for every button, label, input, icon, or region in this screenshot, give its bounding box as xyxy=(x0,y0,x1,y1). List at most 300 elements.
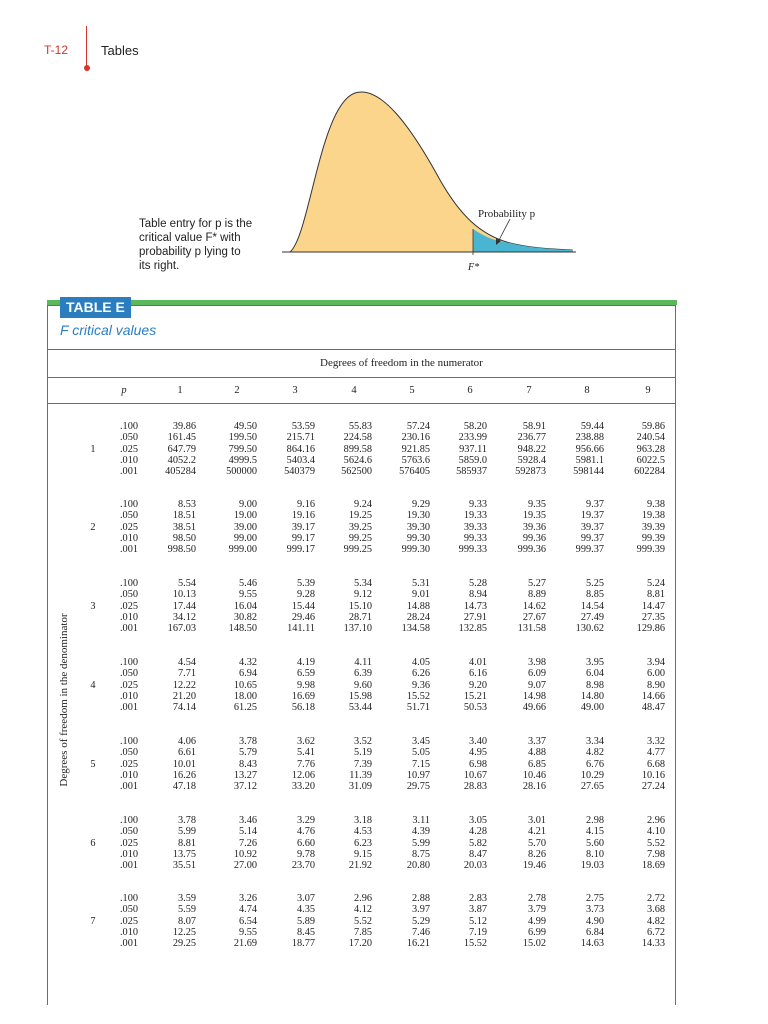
table-cell: 99.00 xyxy=(233,532,257,544)
table-cell: 27.35 xyxy=(641,611,665,623)
fstar-label: F* xyxy=(468,262,480,273)
table-cell: 6.54 xyxy=(238,915,257,927)
table-cell: 39.37 xyxy=(580,521,604,533)
table-cell: 23.70 xyxy=(291,860,315,872)
table-cell: 99.36 xyxy=(522,532,546,544)
table-cell: 49.66 xyxy=(522,702,546,714)
table-cell: 19.25 xyxy=(348,510,372,522)
table-cell: 19.30 xyxy=(406,510,430,522)
table-cell: 4.21 xyxy=(527,826,546,838)
header-rule-1 xyxy=(47,377,676,378)
table-cell: 9.37 xyxy=(585,499,604,510)
table-cell: 9.24 xyxy=(353,499,372,510)
table-cell: 3.46 xyxy=(238,815,257,826)
table-cell: 6.39 xyxy=(353,668,372,680)
table-cell: 937.11 xyxy=(459,443,487,455)
table-cell: 647.79 xyxy=(167,443,196,455)
table-cell: 16.04 xyxy=(233,600,257,612)
denominator-df: 6 xyxy=(90,837,96,849)
p-value: .100 xyxy=(119,421,138,432)
table-cell: 10.46 xyxy=(522,769,546,781)
table-cell: 6.60 xyxy=(296,837,315,849)
p-value: .025 xyxy=(119,837,138,849)
table-cell: 2.78 xyxy=(527,893,546,904)
table-cell: 7.15 xyxy=(411,758,430,770)
table-cell: 37.12 xyxy=(233,781,257,793)
table-tag: TABLE E xyxy=(60,297,131,318)
table-cell: 15.02 xyxy=(522,938,546,950)
table-cell: 4.82 xyxy=(585,747,604,759)
table-cell: 3.78 xyxy=(238,736,257,747)
p-value: .025 xyxy=(119,915,138,927)
table-cell: 99.37 xyxy=(580,532,604,544)
table-cell: 3.62 xyxy=(296,736,315,747)
p-value: .050 xyxy=(119,589,138,601)
table-cell: 999.30 xyxy=(401,544,430,556)
p-value: .001 xyxy=(119,702,138,714)
table-cell: 9.15 xyxy=(353,848,372,860)
column-header: 6 xyxy=(467,385,473,396)
table-cell: 6022.5 xyxy=(636,454,665,466)
table-cell: 47.18 xyxy=(172,781,196,793)
table-cell: 14.80 xyxy=(580,690,604,702)
table-cell: 18.00 xyxy=(233,690,257,702)
table-cell: 14.62 xyxy=(522,600,546,612)
table-cell: 15.44 xyxy=(291,600,315,612)
p-value: .025 xyxy=(119,758,138,770)
table-cell: 9.38 xyxy=(646,499,665,510)
table-cell: 999.36 xyxy=(517,544,546,556)
table-cell: 3.18 xyxy=(353,815,372,826)
table-cell: 6.68 xyxy=(646,758,665,770)
table-cell: 167.03 xyxy=(167,623,196,635)
table-cell: 2.98 xyxy=(585,815,604,826)
table-cell: 7.19 xyxy=(468,926,487,938)
table-cell: 28.24 xyxy=(406,611,430,623)
table-cell: 9.01 xyxy=(411,589,430,601)
table-cell: 27.00 xyxy=(233,860,257,872)
table-cell: 999.00 xyxy=(228,544,257,556)
p-value: .050 xyxy=(119,747,138,759)
table-cell: 5403.4 xyxy=(286,454,315,466)
table-cell: 39.25 xyxy=(348,521,372,533)
table-cell: 15.98 xyxy=(348,690,372,702)
subtitle-rule xyxy=(47,349,676,350)
table-cell: 238.88 xyxy=(575,432,604,444)
table-cell: 5.79 xyxy=(238,747,257,759)
table-cell: 5.25 xyxy=(585,578,604,589)
table-cell: 3.78 xyxy=(177,815,196,826)
table-cell: 576405 xyxy=(399,466,430,478)
table-cell: 864.16 xyxy=(286,443,315,455)
table-cell: 18.51 xyxy=(172,510,196,522)
table-cell: 8.90 xyxy=(646,679,665,691)
table-cell: 29.46 xyxy=(291,611,315,623)
p-value: .050 xyxy=(119,668,138,680)
table-cell: 19.38 xyxy=(641,510,665,522)
table-cell: 55.83 xyxy=(348,421,372,432)
table-cell: 59.86 xyxy=(641,421,665,432)
table-cell: 7.76 xyxy=(296,758,315,770)
table-cell: 5.41 xyxy=(296,747,315,759)
p-value: .050 xyxy=(119,904,138,916)
table-cell: 8.85 xyxy=(585,589,604,601)
table-cell: 27.24 xyxy=(641,781,665,793)
table-cell: 4.05 xyxy=(411,657,430,668)
table-cell: 10.97 xyxy=(406,769,430,781)
p-value: .100 xyxy=(119,499,138,510)
table-cell: 56.18 xyxy=(291,702,315,714)
table-cell: 8.75 xyxy=(411,848,430,860)
table-cell: 129.86 xyxy=(636,623,665,635)
p-column-header: p xyxy=(121,385,127,396)
table-cell: 29.75 xyxy=(406,781,430,793)
table-cell: 19.00 xyxy=(233,510,257,522)
table-cell: 4.15 xyxy=(585,826,604,838)
tail-area xyxy=(473,229,572,252)
table-cell: 500000 xyxy=(226,466,257,478)
table-cell: 602284 xyxy=(634,466,665,478)
table-cell: 21.92 xyxy=(348,860,372,872)
table-cell: 13.75 xyxy=(172,848,196,860)
p-value: .050 xyxy=(119,510,138,522)
table-cell: 7.46 xyxy=(411,926,430,938)
table-cell: 4999.5 xyxy=(228,454,257,466)
figure-caption xyxy=(139,217,269,273)
table-cell: 4.90 xyxy=(585,915,604,927)
table-cell: 29.25 xyxy=(172,938,196,950)
table-cell: 18.69 xyxy=(641,860,665,872)
table-cell: 998.50 xyxy=(167,544,196,556)
table-cell: 3.45 xyxy=(411,736,430,747)
table-cell: 5.12 xyxy=(468,915,487,927)
p-value: .010 xyxy=(119,690,138,702)
table-cell: 28.83 xyxy=(463,781,487,793)
table-cell: 10.16 xyxy=(641,769,665,781)
table-cell: 53.59 xyxy=(291,421,315,432)
column-header: 8 xyxy=(584,385,590,396)
p-value: .001 xyxy=(119,781,138,793)
table-cell: 10.13 xyxy=(172,589,196,601)
block-separator xyxy=(110,645,676,646)
f-distribution-figure xyxy=(280,85,580,285)
table-cell: 61.25 xyxy=(233,702,257,714)
p-value: .050 xyxy=(119,826,138,838)
table-cell: 799.50 xyxy=(228,443,257,455)
table-cell: 58.91 xyxy=(522,421,546,432)
table-cell: 6.26 xyxy=(411,668,430,680)
table-cell: 5.39 xyxy=(296,578,315,589)
table-cell: 74.14 xyxy=(172,702,196,714)
table-cell: 6.99 xyxy=(527,926,546,938)
table-cell: 7.98 xyxy=(646,848,665,860)
p-value: .001 xyxy=(119,860,138,872)
table-cell: 2.83 xyxy=(468,893,487,904)
table-cell: 28.16 xyxy=(522,781,546,793)
table-cell: 57.24 xyxy=(406,421,430,432)
table-cell: 14.47 xyxy=(641,600,665,612)
denominator-label: Degrees of freedom in the denominator xyxy=(58,613,70,787)
table-cell: 15.52 xyxy=(406,690,430,702)
table-cell: 19.03 xyxy=(580,860,604,872)
table-cell: 50.53 xyxy=(463,702,487,714)
table-cell: 20.80 xyxy=(406,860,430,872)
table-cell: 963.28 xyxy=(636,443,665,455)
table-cell: 3.29 xyxy=(296,815,315,826)
table-cell: 5.60 xyxy=(585,837,604,849)
table-cell: 5.54 xyxy=(177,578,196,589)
block-separator xyxy=(110,488,676,489)
p-value: .010 xyxy=(119,926,138,938)
table-cell: 4.06 xyxy=(177,736,196,747)
table-cell: 49.00 xyxy=(580,702,604,714)
table-cell: 49.50 xyxy=(233,421,257,432)
table-cell: 8.53 xyxy=(177,499,196,510)
table-cell: 3.05 xyxy=(468,815,487,826)
table-cell: 15.52 xyxy=(463,938,487,950)
table-cell: 9.00 xyxy=(238,499,257,510)
column-header: 2 xyxy=(234,385,240,396)
p-value: .100 xyxy=(119,893,138,904)
table-subtitle: F critical values xyxy=(60,322,157,338)
table-cell: 3.01 xyxy=(527,815,546,826)
table-cell: 6.61 xyxy=(177,747,196,759)
table-cell: 5.52 xyxy=(646,837,665,849)
table-cell: 21.20 xyxy=(172,690,196,702)
p-value: .025 xyxy=(119,521,138,533)
table-cell: 598144 xyxy=(573,466,604,478)
table-cell: 5.46 xyxy=(238,578,257,589)
table-cell: 8.45 xyxy=(296,926,315,938)
table-cell: 2.96 xyxy=(646,815,665,826)
caption-line: Table entry for p is the xyxy=(139,218,253,230)
table-cell: 14.54 xyxy=(580,600,604,612)
table-cell: 27.67 xyxy=(522,611,546,623)
table-cell: 35.51 xyxy=(172,860,196,872)
table-cell: 5.82 xyxy=(468,837,487,849)
table-cell: 3.59 xyxy=(177,893,196,904)
table-cell: 19.46 xyxy=(522,860,546,872)
table-cell: 39.30 xyxy=(406,521,430,533)
table-cell: 6.59 xyxy=(296,668,315,680)
table-cell: 6.84 xyxy=(585,926,604,938)
table-cell: 540379 xyxy=(284,466,315,478)
table-cell: 9.98 xyxy=(296,679,315,691)
table-cell: 13.27 xyxy=(233,769,257,781)
table-cell: 59.44 xyxy=(580,421,604,432)
table-cell: 53.44 xyxy=(348,702,372,714)
table-cell: 4052.2 xyxy=(167,454,196,466)
table-cell: 215.71 xyxy=(286,432,315,444)
table-cell: 4.88 xyxy=(527,747,546,759)
table-cell: 6.09 xyxy=(527,668,546,680)
page-number: T-12 xyxy=(44,43,69,57)
table-cell: 9.29 xyxy=(411,499,430,510)
table-cell: 562500 xyxy=(341,466,372,478)
block-separator xyxy=(110,566,676,567)
table-cell: 999.37 xyxy=(575,544,604,556)
table-cell: 224.58 xyxy=(343,432,372,444)
p-value: .025 xyxy=(119,679,138,691)
table-cell: 4.28 xyxy=(468,826,487,838)
table-cell: 5.99 xyxy=(411,837,430,849)
table-cell: 99.39 xyxy=(641,532,665,544)
table-cell: 14.88 xyxy=(406,600,430,612)
table-cell: 99.17 xyxy=(291,532,315,544)
table-cell: 34.12 xyxy=(172,611,196,623)
table-cell: 6.23 xyxy=(353,837,372,849)
p-value: .001 xyxy=(119,544,138,556)
density-curve xyxy=(290,92,572,252)
denominator-df: 7 xyxy=(90,915,96,927)
table-cell: 3.87 xyxy=(468,904,487,916)
table-cell: 4.39 xyxy=(411,826,430,838)
table-cell: 18.77 xyxy=(291,938,315,950)
table-cell: 134.58 xyxy=(401,623,430,635)
table-cell: 199.50 xyxy=(228,432,257,444)
table-cell: 5859.0 xyxy=(458,454,487,466)
table-cell: 39.36 xyxy=(522,521,546,533)
table-cell: 5.52 xyxy=(353,915,372,927)
table-cell: 4.35 xyxy=(296,904,315,916)
table-cell: 98.50 xyxy=(172,532,196,544)
table-cell: 5.31 xyxy=(411,578,430,589)
table-cell: 4.11 xyxy=(354,657,372,668)
table-cell: 3.11 xyxy=(412,815,430,826)
table-cell: 39.17 xyxy=(291,521,315,533)
table-cell: 9.12 xyxy=(353,589,372,601)
p-value: .010 xyxy=(119,769,138,781)
table-cell: 4.95 xyxy=(468,747,487,759)
table-cell: 6.98 xyxy=(468,758,487,770)
table-cell: 137.10 xyxy=(343,623,372,635)
table-cell: 3.34 xyxy=(585,736,604,747)
table-cell: 8.47 xyxy=(468,848,487,860)
table-cell: 12.25 xyxy=(172,926,196,938)
p-value: .100 xyxy=(119,736,138,747)
table-cell: 6.16 xyxy=(468,668,487,680)
table-cell: 4.32 xyxy=(238,657,257,668)
table-cell: 4.99 xyxy=(527,915,546,927)
table-cell: 9.33 xyxy=(468,499,487,510)
table-cell: 12.06 xyxy=(291,769,315,781)
table-cell: 3.32 xyxy=(646,736,665,747)
p-value: .025 xyxy=(119,443,138,455)
table-cell: 20.03 xyxy=(463,860,487,872)
table-cell: 130.62 xyxy=(575,623,604,635)
block-separator xyxy=(110,882,676,883)
block-separator xyxy=(110,724,676,725)
p-value: .010 xyxy=(119,454,138,466)
table-cell: 592873 xyxy=(515,466,546,478)
table-cell: 16.21 xyxy=(406,938,430,950)
table-cell: 4.01 xyxy=(468,657,487,668)
p-value: .025 xyxy=(119,600,138,612)
p-value: .010 xyxy=(119,532,138,544)
table-cell: 2.88 xyxy=(411,893,430,904)
table-cell: 4.53 xyxy=(353,826,372,838)
table-cell: 5.05 xyxy=(411,747,430,759)
table-cell: 27.91 xyxy=(463,611,487,623)
table-cell: 8.81 xyxy=(646,589,665,601)
table-cell: 8.43 xyxy=(238,758,257,770)
probability-label: Probability p xyxy=(478,208,536,220)
denominator-df: 1 xyxy=(90,443,96,455)
table-cell: 7.26 xyxy=(238,837,257,849)
table-cell: 5.28 xyxy=(468,578,487,589)
table-cell: 3.95 xyxy=(585,657,604,668)
table-cell: 999.17 xyxy=(286,544,315,556)
table-cell: 17.44 xyxy=(172,600,196,612)
table-cell: 14.73 xyxy=(463,600,487,612)
table-cell: 9.28 xyxy=(296,589,315,601)
table-cell: 9.07 xyxy=(527,679,546,691)
table-cell: 161.45 xyxy=(167,432,196,444)
table-cell: 5.27 xyxy=(527,578,546,589)
table-cell: 10.01 xyxy=(172,758,196,770)
p-value: .100 xyxy=(119,815,138,826)
table-cell: 4.19 xyxy=(296,657,315,668)
table-cell: 10.92 xyxy=(233,848,257,860)
table-cell: 31.09 xyxy=(348,781,372,793)
table-cell: 14.63 xyxy=(580,938,604,950)
table-cell: 999.33 xyxy=(458,544,487,556)
p-value: .001 xyxy=(119,938,138,950)
table-cell: 3.37 xyxy=(527,736,546,747)
table-cell: 405284 xyxy=(165,466,196,478)
caption-line: critical value F* with xyxy=(139,232,241,244)
table-cell: 16.69 xyxy=(291,690,315,702)
column-header: 4 xyxy=(351,385,357,396)
table-cell: 8.10 xyxy=(585,848,604,860)
block-separator xyxy=(110,803,676,804)
p-value: .100 xyxy=(119,657,138,668)
table-cell: 8.98 xyxy=(585,679,604,691)
table-cell: 38.51 xyxy=(172,521,196,533)
table-cell: 5.89 xyxy=(296,915,315,927)
table-cell: 39.00 xyxy=(233,521,257,533)
table-cell: 3.79 xyxy=(527,904,546,916)
table-cell: 4.77 xyxy=(646,747,665,759)
table-cell: 9.60 xyxy=(353,679,372,691)
table-cell: 956.66 xyxy=(575,443,604,455)
table-cell: 9.78 xyxy=(296,848,315,860)
table-cell: 58.20 xyxy=(463,421,487,432)
table-cell: 99.25 xyxy=(348,532,372,544)
table-cell: 5.34 xyxy=(353,578,372,589)
table-cell: 6.76 xyxy=(585,758,604,770)
table-cell: 3.52 xyxy=(353,736,372,747)
table-cell: 2.75 xyxy=(585,893,604,904)
table-cell: 5.29 xyxy=(411,915,430,927)
header-rule xyxy=(86,26,87,68)
table-cell: 7.39 xyxy=(353,758,372,770)
table-cell: 8.89 xyxy=(527,589,546,601)
table-cell: 16.26 xyxy=(172,769,196,781)
table-cell: 9.55 xyxy=(238,926,257,938)
p-value: .010 xyxy=(119,611,138,623)
table-cell: 7.85 xyxy=(353,926,372,938)
denominator-df: 2 xyxy=(90,521,96,533)
p-value: .050 xyxy=(119,432,138,444)
table-cell: 5981.1 xyxy=(575,454,604,466)
table-cell: 28.71 xyxy=(348,611,372,623)
table-cell: 99.33 xyxy=(463,532,487,544)
table-cell: 33.20 xyxy=(291,781,315,793)
table-cell: 3.97 xyxy=(411,904,430,916)
table-cell: 8.07 xyxy=(177,915,196,927)
table-cell: 6.94 xyxy=(238,668,257,680)
